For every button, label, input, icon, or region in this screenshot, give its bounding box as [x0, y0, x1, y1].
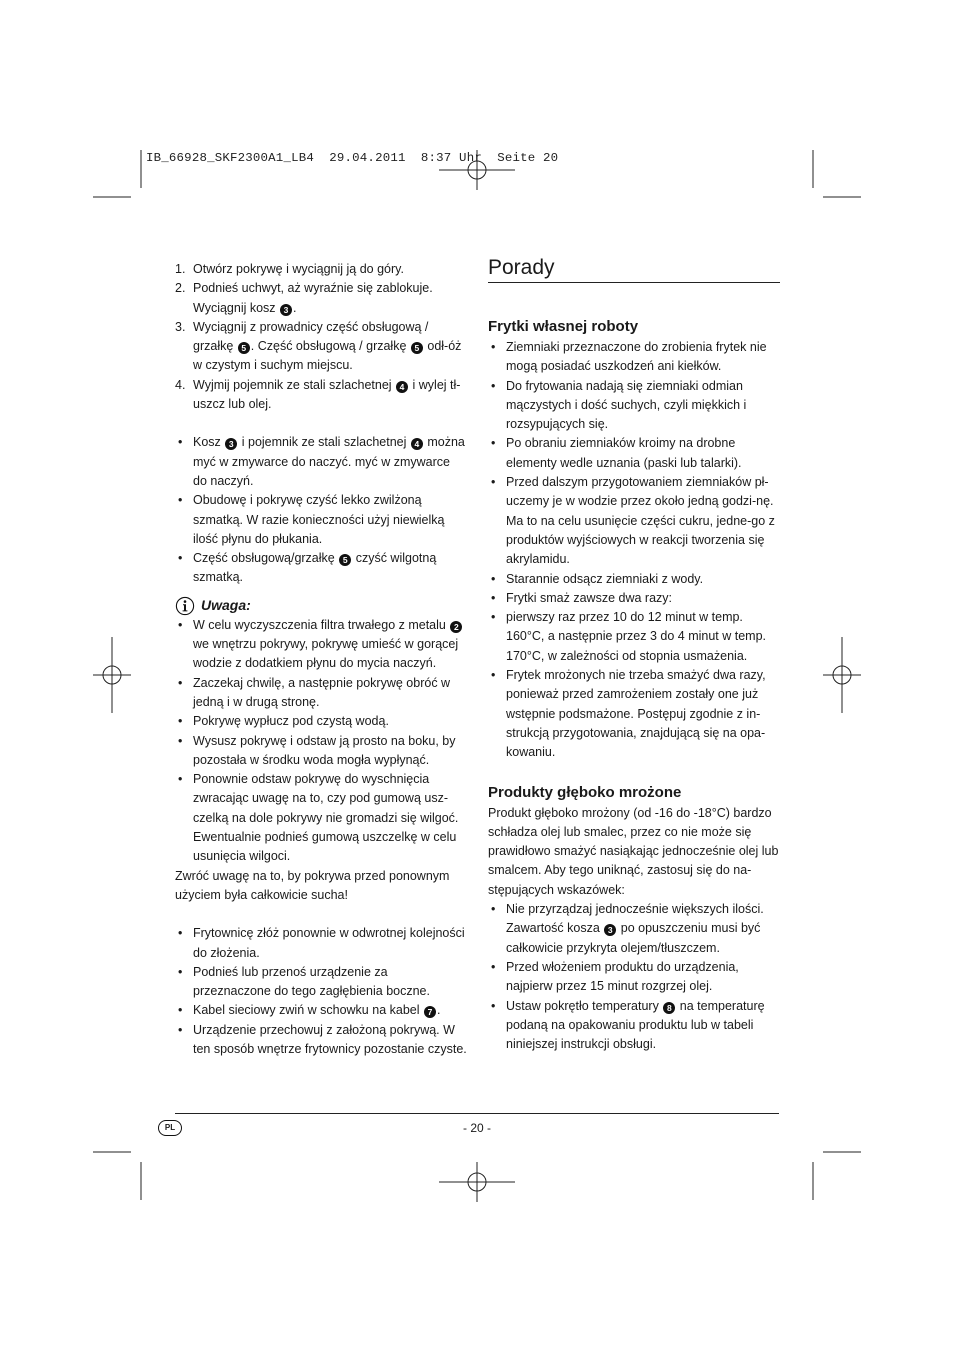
uwaga-item: • Wysusz pokrywę i odstaw ją prosto na boku, by pozostała w środku woda mogła wypłynąć. — [175, 732, 467, 771]
step-item — [175, 260, 467, 279]
frytki-item: • pierwszy raz przez 10 do 12 minut w temp. 160°C, a następnie przez 3 do 4 minut w temp. 170°C, w zależności od stopnia usmażenia. — [488, 608, 780, 666]
uwaga-item: • W celu wyczyszczenia filtra trwałego z metalu 2 we wnętrzu pokrywy, pokrywę umieść w gorącej wodzie z dodatkiem płynu do mycia naczyń. — [175, 616, 467, 674]
uwaga-item: • Ponownie odstaw pokrywę do wyschnięcia zwracając uwagę na to, czy pod gumową usz-czelką na dole pokrywy nie gromadzi się wilgoć. Ewentualnie podnieś gumową uszczelkę w celu usunięcia wilgoci. — [175, 770, 467, 866]
frytki-item: • Po obraniu ziemniaków kroimy na drobne elementy wedle uznania (paski lub talarki). — [488, 434, 780, 473]
mrozone-paragraph: Produkt głęboko mrożony (od -16 do -18°C) bardzo schładza olej lub smalec, przez co nie może się prawidłowo smażyć nasiąkając jednocześnie olej lub smalcem. Aby tego uniknąć, zastosuj się do na-stępujących wskazówek: — [488, 805, 779, 897]
frytki-item: • Starannie odsącz ziemniaki z wody. — [488, 570, 780, 589]
storage-list — [175, 924, 467, 1059]
step-number: 2. — [175, 281, 186, 296]
step-text: Wyjmij pojemnik ze stali szlachetnej 4 i wylej tł-uszcz lub olej. — [193, 377, 461, 412]
step-item — [175, 318, 467, 376]
uwaga-note: Zwróć uwagę na to, by pokrywa przed ponownym użyciem była całkowicie sucha! — [175, 868, 450, 902]
uwaga-item: • Zaczekaj chwilę, a następnie pokrywę obróć w jedną i w drugą stronę. — [175, 674, 467, 713]
mrozone-item: • Przed włożeniem produktu do urządzenia, najpierw przez 15 minut rozgrzej olej. — [488, 958, 780, 997]
storage-item: • Frytownicę złóż ponownie w odwrotnej kolejności do złożenia. — [175, 924, 467, 963]
part-number-badge: 3 — [280, 304, 292, 316]
storage-item: • Kabel sieciowy zwiń w schowku na kabel 7 . — [175, 1001, 467, 1020]
page-title: Porady — [488, 255, 780, 283]
part-number-badge: 3 — [225, 438, 237, 450]
frytki-item: • Frytek mrożonych nie trzeba smażyć dwa razy, ponieważ przed zamrożeniem zostały one już wstępnie podsmażone. Postępuj zgodnie z in-strukcją przygotowania, znajdującą się na opa-kowaniu. — [488, 666, 780, 762]
step-text: Podnieś uchwyt, aż wyraźnie się zablokuje. Wyciągnij kosz 3 . — [193, 281, 433, 315]
frytki-item: • Ziemniaki przeznaczone do zrobienia frytek nie mogą posiadać uszkodzeń ani kiełków. — [488, 338, 780, 377]
part-number-badge: 4 — [411, 438, 423, 450]
info-icon — [175, 596, 195, 616]
step-number: 4. — [175, 377, 186, 392]
step-number: 3. — [175, 319, 186, 334]
uwaga-label: Uwaga: — [201, 597, 251, 614]
mrozone-item: • Ustaw pokrętło temperatury 8 na temperaturę podaną na opakowaniu produktu lub w tabeli niniejszej instrukcji obsługi. — [488, 997, 780, 1055]
storage-item: • Urządzenie przechowuj z założoną pokrywą. W ten sposób wnętrze frytownicy pozostanie czyste. — [175, 1021, 467, 1060]
step-text: Otwórz pokrywę i wyciągnij ją do góry. — [193, 262, 404, 276]
part-number-badge: 5 — [339, 554, 351, 566]
step-number: 1. — [175, 262, 186, 276]
part-number-badge: 8 — [663, 1002, 675, 1014]
section-title-mrozone: Produkty głęboko mrożone — [488, 783, 682, 801]
step-text: Wyciągnij z prowadnicy część obsługową / grzałkę 5 . Część obsługową / grzałkę 5 odł-óż w czystym i suchym miejscu. — [193, 319, 462, 373]
storage-item: • Podnieś lub przenoś urządzenie za przeznaczone do tego zagłębienia boczne. — [175, 963, 467, 1002]
frytki-list — [488, 338, 780, 763]
cleaning-item: • Kosz 3 i pojemnik ze stali szlachetnej 4 można myć w zmywarce do naczyć. myć w zmywarce do naczyń. — [175, 433, 467, 491]
uwaga-list — [175, 616, 467, 867]
frytki-item: • Do frytowania nadają się ziemniaki odmian mączystych i dość suchych, czyli miękkich i rozsypujących się. — [488, 377, 780, 435]
frytki-item: • Przed dalszym przygotowaniem ziemniaków pł-uczemy je w wodzie przez około jedną godzi-nę. Ma to na celu usunięcie części cukru, jedne-go z produktów wyjściowych w reakcji tworzenia się akrylamidu. — [488, 473, 780, 569]
frytki-item: • Frytki smaż zawsze dwa razy: — [488, 589, 780, 608]
part-number-badge: 7 — [424, 1006, 436, 1018]
part-number-badge: 2 — [450, 621, 462, 633]
page-number: - 20 - — [462, 1121, 491, 1135]
footer-rule — [175, 1113, 779, 1114]
right-column — [488, 255, 780, 1054]
section-title-frytki: Frytki własnej roboty — [488, 318, 639, 335]
part-number-badge: 4 — [396, 381, 408, 393]
cleaning-item: • Część obsługową/grzałkę 5 czyść wilgotną szmatką. — [175, 549, 467, 588]
mrozone-list — [488, 900, 780, 1054]
steps-list — [175, 260, 467, 414]
step-item — [175, 376, 467, 415]
print-slug: IB_66928_SKF2300A1_LB4 29.04.2011 8:37 Uhr Seite 20 — [146, 151, 559, 165]
step-item — [175, 279, 467, 318]
part-number-badge: 5 — [411, 342, 423, 354]
cleaning-list — [175, 433, 467, 587]
uwaga-item: • Pokrywę wypłucz pod czystą wodą. — [175, 712, 467, 731]
part-number-badge: 3 — [604, 924, 616, 936]
left-column — [175, 260, 467, 1059]
language-badge: PL — [158, 1120, 182, 1136]
cleaning-item: • Obudowę i pokrywę czyść lekko zwilżoną szmatką. W razie konieczności użyj niewielką ilość płynu do płukania. — [175, 491, 467, 549]
part-number-badge: 5 — [238, 342, 250, 354]
mrozone-item: • Nie przyrządzaj jednocześnie większych ilości. Zawartość kosza 3 po opuszczeniu musi być całkowicie przykryta olejem/tłuszczem. — [488, 900, 780, 958]
uwaga-heading — [175, 596, 467, 616]
